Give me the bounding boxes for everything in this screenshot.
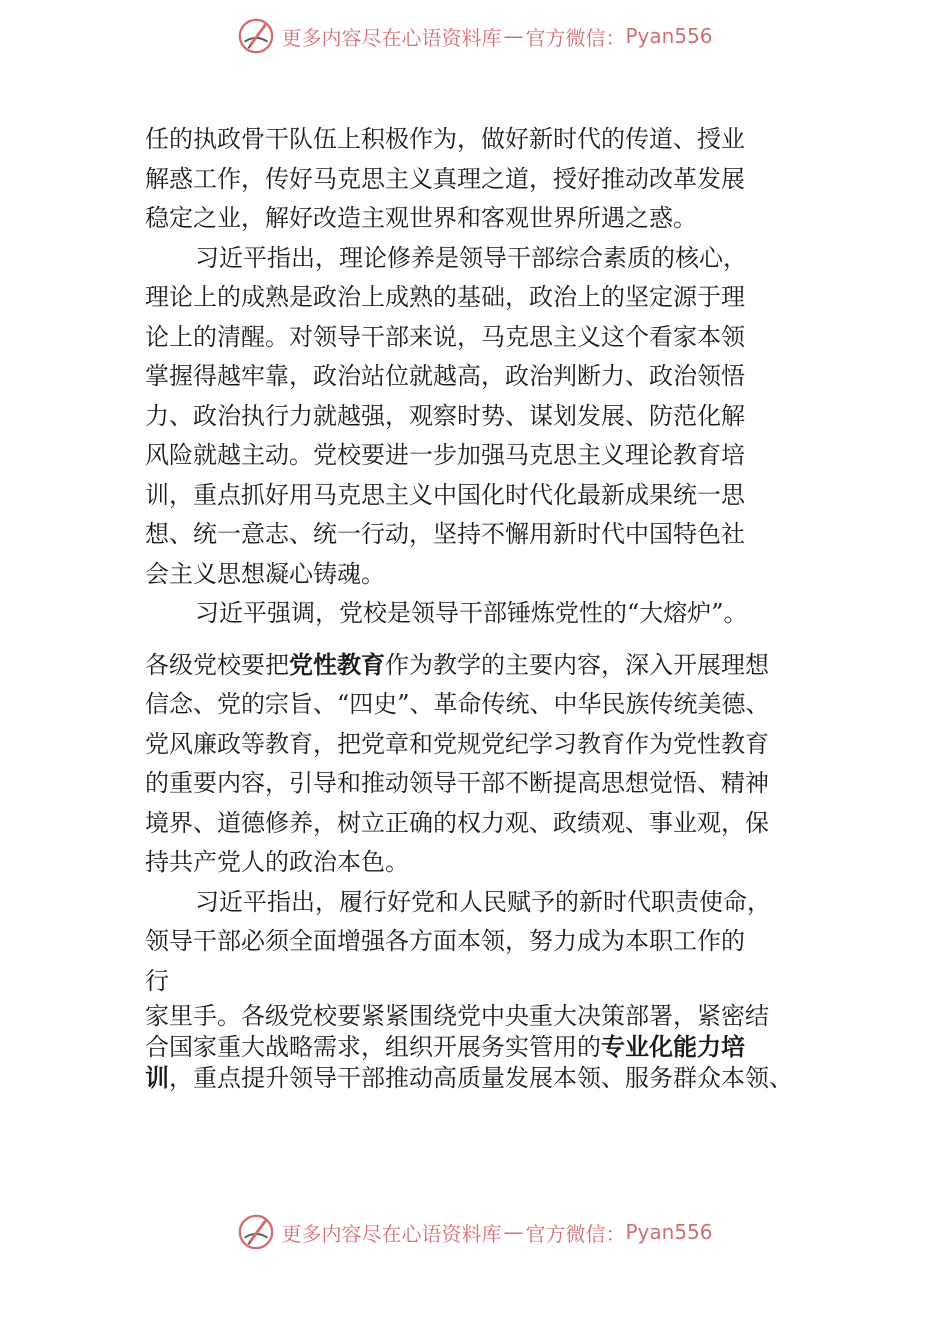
footer-watermark	[0, 1210, 950, 1254]
text-line	[145, 646, 825, 686]
text-line: 的重要内容，引导和推动领导干部不断提高思想觉悟、精神	[145, 769, 769, 797]
bold-term: 训	[145, 1064, 169, 1092]
text-line: 领导干部必须全面增强各方面本领，努力成为本职工作的	[145, 927, 745, 955]
text-line: 稳定之业，解好改造主观世界和客观世界所遇之惑。	[145, 204, 697, 232]
paragraph-3	[145, 594, 825, 634]
paragraph-5	[145, 883, 825, 1002]
text-line: 力、政治执行力就越强，观察时势、谋划发展、防范化解	[145, 401, 745, 430]
book-pen-logo-icon	[237, 1213, 275, 1251]
text-line: 信念、党的宗旨、“四史”、革命传统、中华民族传统美德、	[145, 690, 770, 718]
text-line: 行	[145, 966, 169, 995]
wechat-id: Pyan556	[625, 1220, 713, 1244]
text-line: 想、统一意志、统一行动，坚持不懈用新时代中国特色社	[145, 520, 745, 548]
text-line: 持共产党人的政治本色。	[145, 848, 409, 876]
wechat-label: 官方微信：	[525, 1221, 626, 1246]
text-line: 任的执政骨干队伍上积极作为，做好新时代的传道、授业	[145, 125, 745, 153]
text-run: 作为教学的主要内容，深入开展理想	[385, 650, 769, 679]
text-line: 习近平强调，党校是领导干部锤炼党性的“大熔炉”。	[195, 599, 748, 627]
text-line: 训，重点抓好用马克思主义中国化时代化最新成果统一思	[145, 480, 745, 509]
header-watermark	[0, 14, 950, 58]
text-line	[145, 1032, 825, 1063]
text-line: 党风廉政等教育，把党章和党规党纪学习教育作为党性教育	[145, 729, 769, 758]
wechat-label: 官方微信：	[525, 25, 626, 50]
text-line: 解惑工作，传好马克思主义真理之道，授好推动改革发展	[145, 164, 745, 193]
text-line: 习近平指出，履行好党和人民赋予的新时代职责使命，	[195, 887, 771, 916]
paragraph-2	[145, 239, 825, 595]
paragraph-1	[145, 120, 825, 239]
banner-dash: —	[503, 24, 524, 48]
text-run: ，重点提升领导干部推动高质量发展本领、服务群众本领、	[169, 1064, 793, 1092]
text-run: 各级党校要把	[145, 650, 289, 679]
document-body	[145, 120, 825, 1094]
book-pen-logo-icon	[237, 17, 275, 55]
text-line: 家里手。各级党校要紧紧围绕党中央重大决策部署，紧密结	[145, 1002, 769, 1030]
banner-dash: —	[503, 1220, 524, 1244]
site-name: 更多内容尽在心语资料库	[281, 25, 502, 50]
text-line: 境界、道德修养，树立正确的权力观、政绩观、事业观，保	[145, 808, 769, 837]
site-name: 更多内容尽在心语资料库	[281, 1221, 502, 1246]
text-line: 习近平指出，理论修养是领导干部综合素质的核心，	[195, 243, 747, 272]
bold-term: 专业化能力培	[601, 1033, 745, 1061]
text-line: 理论上的成熟是政治上成熟的基础，政治上的坚定源于理	[145, 283, 745, 311]
paragraph-4	[145, 646, 825, 883]
text-run: 合国家重大战略需求，组织开展务实管用的	[145, 1033, 601, 1061]
bold-term: 党性教育	[289, 650, 385, 679]
text-line: 风险就越主动。党校要进一步加强马克思主义理论教育培	[145, 441, 745, 469]
text-line: 论上的清醒。对领导干部来说，马克思主义这个看家本领	[145, 322, 745, 351]
wechat-id: Pyan556	[625, 24, 713, 48]
text-line: 会主义思想凝心铸魂。	[145, 559, 385, 588]
text-line: 掌握得越牢靠，政治站位就越高，政治判断力、政治领悟	[145, 362, 745, 390]
paragraph-6	[145, 1001, 825, 1094]
text-line	[145, 1063, 825, 1094]
